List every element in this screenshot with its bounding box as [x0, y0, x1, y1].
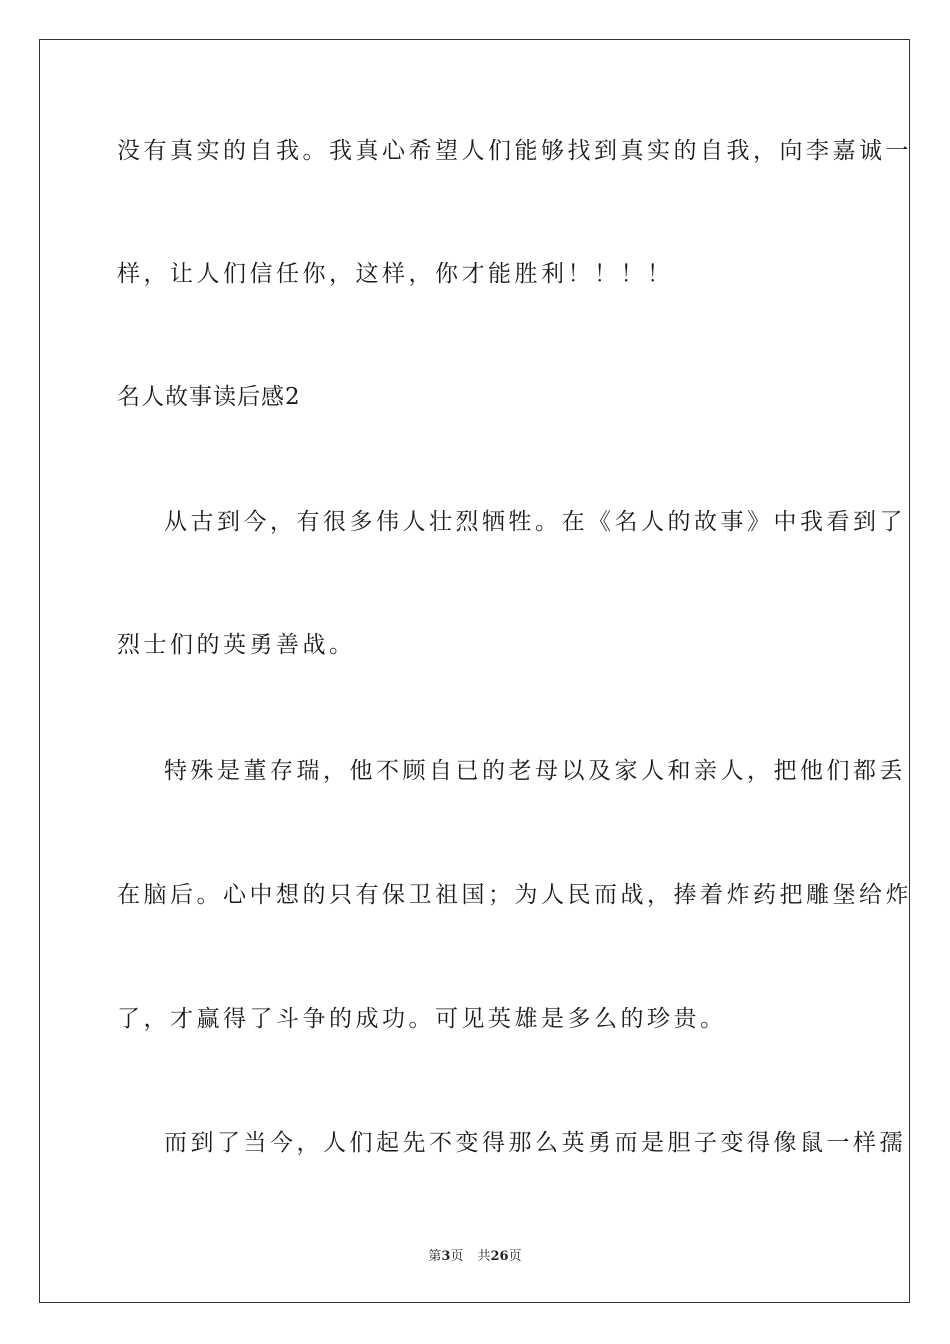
paragraph-3-line-1: 而到了当今，人们起先不变得那么英勇而是胆子变得像鼠一样孺 — [164, 1130, 906, 1156]
paragraph-2-line-1: 特殊是董存瑞，他不顾自已的老母以及家人和亲人，把他们都丢 — [164, 758, 906, 784]
paragraph-2-line-3: 了，才赢得了斗争的成功。可见英雄是多么的珍贵。 — [117, 1006, 727, 1032]
body-line-1: 没有真实的自我。我真心希望人们能够找到真实的自我，向李嘉诚一 — [117, 138, 912, 164]
page-footer — [0, 1248, 950, 1266]
page-border — [39, 39, 910, 1303]
footer-page-suffix: 页 — [450, 1249, 464, 1264]
paragraph-1-line-2: 烈士们的英勇善战。 — [117, 632, 356, 658]
footer-total-pages: 26 — [490, 1249, 509, 1264]
section-heading: 名人故事读后感2 — [117, 384, 301, 410]
footer-page-number: 3 — [441, 1249, 451, 1264]
footer-total-prefix: 共 — [477, 1249, 491, 1264]
paragraph-2-line-2: 在脑后。心中想的只有保卫祖国；为人民而战，捧着炸药把雕堡给炸 — [117, 882, 912, 908]
body-line-2: 样，让人们信任你，这样，你才能胜利！！！！ — [117, 261, 674, 287]
footer-total-suffix: 页 — [508, 1249, 522, 1264]
paragraph-1-line-1: 从古到今，有很多伟人壮烈牺牲。在《名人的故事》中我看到了 — [164, 509, 906, 535]
footer-page-prefix: 第 — [428, 1249, 442, 1264]
